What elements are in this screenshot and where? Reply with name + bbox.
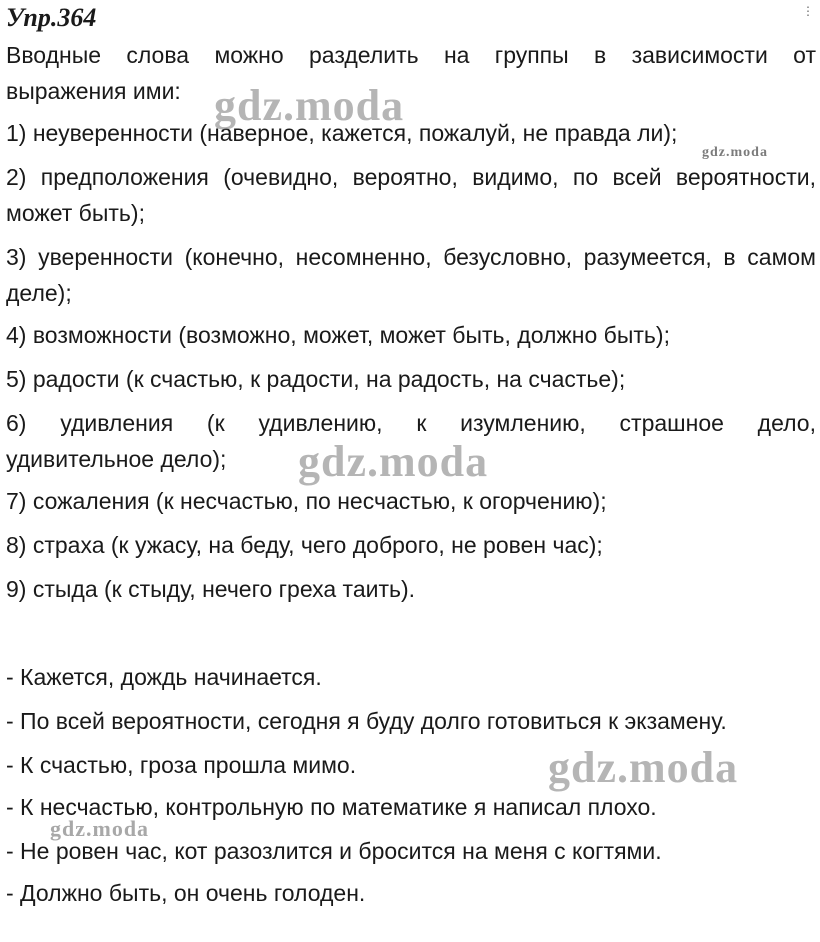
group-item-8: 8) страха (к ужасу, на беду, чего доброго, не ровен час); (6, 532, 603, 558)
example-4: - К несчастью, контрольную по математике я написал плохо. (6, 794, 657, 820)
watermark-logo: gdz.moda (548, 743, 739, 792)
group-item-2-cont: может быть); (6, 200, 145, 226)
group-item-4: 4) возможности (возможно, может, может быть, должно быть); (6, 322, 670, 348)
example-6: - Должно быть, он очень голоден. (6, 880, 366, 906)
watermark-logo: gdz.moda (50, 816, 150, 841)
watermark-logo: gdz.moda (298, 437, 489, 486)
example-3: - К счастью, гроза прошла мимо. (6, 752, 357, 778)
group-item-9: 9) стыда (к стыду, нечего греха таить). (6, 576, 416, 602)
group-item-3: 3) уверенности (конечно, несомненно, безусловно, разумеется, в самом (6, 244, 816, 270)
example-5: - Не ровен час, кот разозлится и бросится на меня с когтями. (6, 838, 662, 864)
watermark-logo: gdz.moda (702, 145, 768, 160)
group-item-7: 7) сожаления (к несчастью, по несчастью, к огорчению); (6, 488, 607, 514)
group-item-6: 6) удивления (к удивлению, к изумлению, страшное дело, (6, 410, 816, 436)
exercise-title: Упр.364 (6, 3, 97, 32)
more-options-icon[interactable]: ⋮ (802, 4, 814, 18)
group-item-6-cont: удивительное дело); (6, 446, 227, 472)
group-item-1: 1) неуверенности (наверное, кажется, пожалуй, не правда ли); (6, 120, 678, 146)
intro-line-1: Вводные слова можно разделить на группы в зависимости от (6, 42, 816, 68)
group-item-3-cont: деле); (6, 280, 72, 306)
watermark-logo: gdz.moda (214, 81, 405, 130)
intro-line-2: выражения ими: (6, 78, 181, 104)
group-item-2: 2) предположения (очевидно, вероятно, видимо, по всей вероятности, (6, 164, 816, 190)
example-2: - По всей вероятности, сегодня я буду долго готовиться к экзамену. (6, 708, 727, 734)
example-1: - Кажется, дождь начинается. (6, 664, 322, 690)
group-item-5: 5) радости (к счастью, к радости, на радость, на счастье); (6, 366, 626, 392)
